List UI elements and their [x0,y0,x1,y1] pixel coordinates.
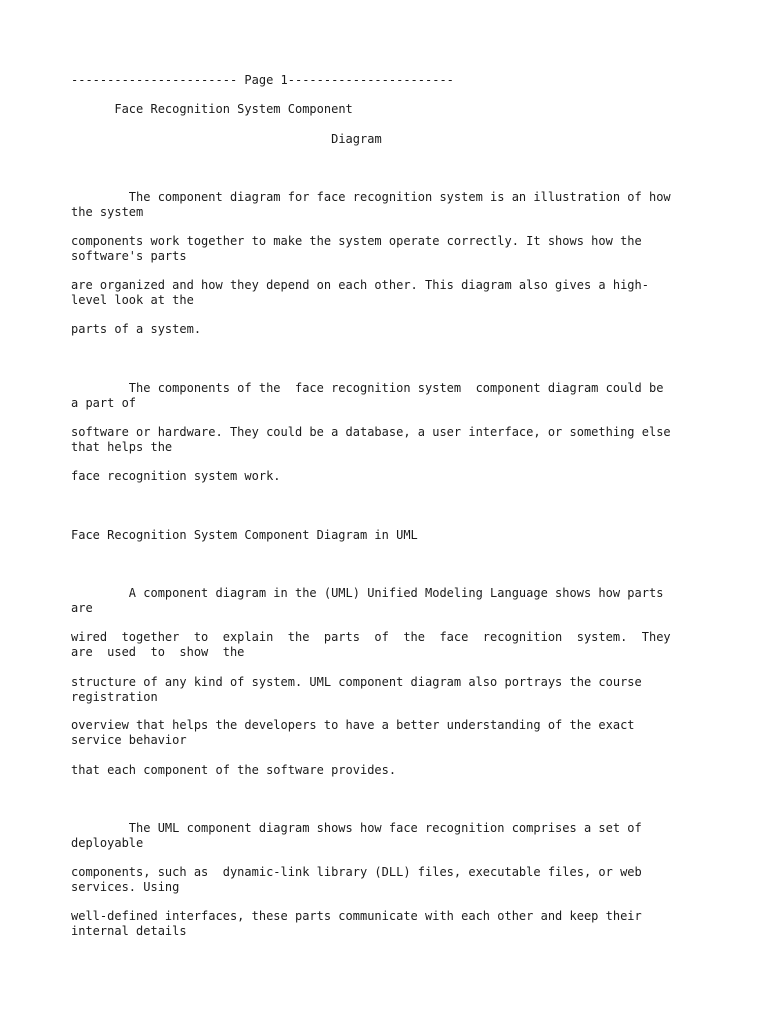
paragraph-line: The components of the face recognition system component diagram could be a part of [71,381,664,410]
paragraph-line: components work together to make the system operate correctly. It shows how the software's parts [71,234,642,263]
page-marker: ----------------------- Page 1----------------------- [71,73,454,87]
paragraph-line: The UML component diagram shows how face recognition comprises a set of deployable [71,821,642,850]
paragraph-line: overview that helps the developers to have a better understanding of the exact service behavior [71,718,635,747]
section-heading: Face Recognition System Component Diagram in UML [71,528,418,542]
document-title-line-1: Face Recognition System Component [71,102,353,116]
paragraph-line: structure of any kind of system. UML component diagram also portrays the course registration [71,675,642,704]
paragraph-line: parts of a system. [71,322,202,336]
paragraph-line: The component diagram for face recognition system is an illustration of how the system [71,190,671,219]
paragraph-line: well-defined interfaces, these parts communicate with each other and keep their internal details [71,909,642,938]
paragraph-line: A component diagram in the (UML) Unified Modeling Language shows how parts are [71,586,664,615]
paragraph-line: face recognition system work. [71,469,281,483]
paragraph-line: that each component of the software provides. [71,763,397,777]
paragraph-line: are organized and how they depend on each other. This diagram also gives a high- level look at the [71,278,649,307]
document-title-line-2: Diagram [71,132,382,146]
paragraph-line: components, such as dynamic-link library (DLL) files, executable files, or web services. Using [71,865,642,894]
paragraph-line: wired together to explain the parts of the face recognition system. They are used to show the [71,630,671,659]
paragraph-line: software or hardware. They could be a database, a user interface, or something else that helps the [71,425,671,454]
